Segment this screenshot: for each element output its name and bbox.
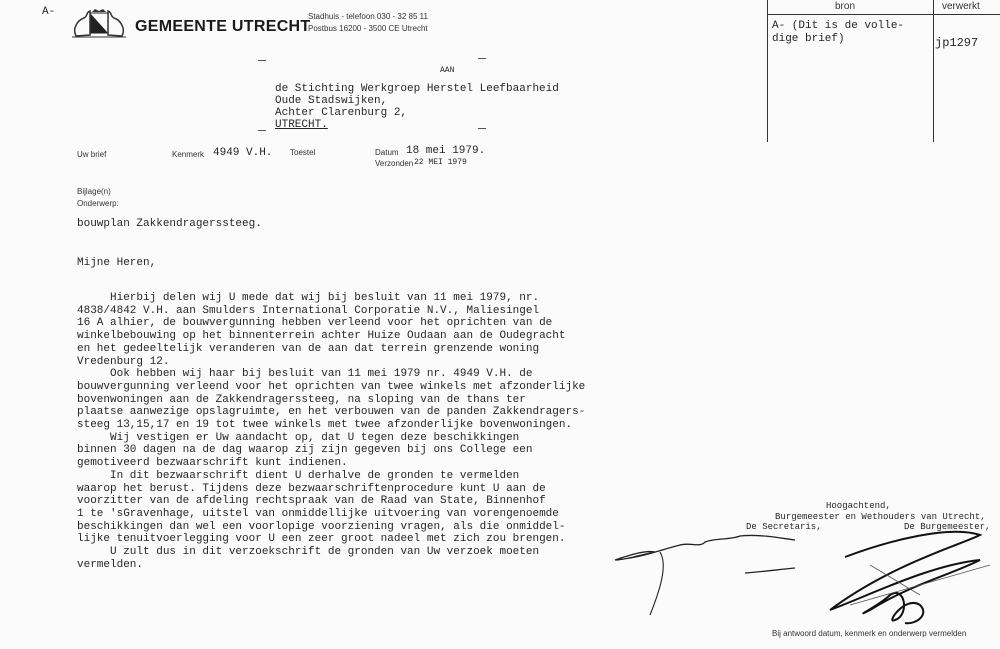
- body-line: bovenwoningen aan de Zakkendragerssteeg, na sloping van de thans ter: [77, 393, 526, 406]
- body-line: steeg 13,15,17 en 19 tot twee winkels met twee afzonderlijke bovenwoningen.: [77, 419, 573, 431]
- date-label: Datum: [375, 148, 399, 157]
- date-value: 18 mei 1979.: [406, 145, 486, 157]
- body-line: Ook hebben wij haar bij besluit van 11 mei 1979 nr. 4949 V.H. de: [77, 368, 533, 381]
- recipient-line: UTRECHT.: [275, 119, 328, 131]
- table-header-source: bron: [835, 1, 856, 12]
- recipient-label: AAN: [440, 66, 455, 75]
- letterhead-address-line: Postbus 16200 - 3500 CE Utrecht: [308, 24, 428, 33]
- utrecht-coat-of-arms-logo: [70, 8, 128, 38]
- subject: bouwplan Zakkendragerssteeg.: [77, 218, 262, 230]
- body-line: voorzitter van de afdeling rechtspraak van de Raad van State, Binnenhof: [77, 495, 546, 508]
- your-letter-label: Uw brief: [77, 150, 107, 159]
- salutation: Mijne Heren,: [77, 257, 157, 269]
- table-header-processed: verwerkt: [942, 1, 980, 12]
- signature-secretary: [610, 530, 810, 620]
- reference-label: Kenmerk: [172, 150, 205, 159]
- body-line: Hierbij delen wij U mede dat wij bij besluit van 11 mei 1979, nr.: [77, 292, 540, 304]
- closing-greeting: Hoogachtend,: [826, 501, 891, 511]
- body-line: beschikkingen dan wel een voorlopige voorziening vragen, als die onmiddel-: [77, 520, 566, 533]
- footer-note: Bij antwoord datum, kenmerk en onderwerp vermelden: [772, 629, 967, 638]
- secretary-title: De Secretaris,: [746, 522, 822, 532]
- attachments-label: Bijlage(n): [77, 187, 111, 196]
- body-line: lijke tenuitvoerlegging voor U een zeer groot nadeel met zich zou brengen.: [77, 533, 566, 546]
- table-cell-source: A- (Dit is de volle-: [772, 20, 905, 32]
- body-line: en het gedeeltelijk veranderen van de aan dat terrein grenzende woning: [77, 342, 540, 355]
- reference-value: 4949 V.H.: [213, 147, 273, 159]
- signature-mayor: [810, 525, 1000, 630]
- body-line: vermelden.: [77, 558, 144, 571]
- table-cell-processed: jp1297: [935, 36, 979, 50]
- body-line: Wij vestigen er Uw aandacht op, dat U tegen deze beschikkingen: [77, 431, 520, 444]
- subject-label: Onderwerp:: [77, 199, 119, 208]
- recipient-line: Oude Stadswijken,: [275, 95, 388, 107]
- body-line: Vredenburg 12.: [77, 355, 170, 368]
- mayor-title: De Burgemeester,: [904, 522, 991, 532]
- body-line: 1 te 'sGravenhage, uitstel van onmiddellijke uitvoering van vorengenoemde: [77, 507, 559, 520]
- table-cell-source: dige brief): [772, 33, 845, 45]
- extension-label: Toestel: [290, 148, 316, 157]
- body-line: plaatse aanwezige opslagruimte, en het verbouwen van de panden Zakkendragers-: [77, 406, 586, 419]
- closing-authority: Burgemeester en Wethouders van Utrecht,: [775, 512, 986, 522]
- recipient-line: de Stichting Werkgroep Herstel Leefbaarheid: [275, 83, 559, 95]
- body-line: winkelbebouwing op het binnenterrein achter Huize Oudaan aan de Oudegracht: [77, 330, 566, 343]
- body-line: U zult dus in dit verzoekschrift de gronden van Uw verzoek moeten: [77, 546, 540, 558]
- organization-name: GEMEENTE UTRECHT: [135, 18, 311, 35]
- sent-stamp: 22 MEI 1979: [414, 158, 467, 167]
- body-line: waarop het berust. Tijdens deze bezwaarschriftenprocedure kunt U aan de: [77, 482, 546, 495]
- recipient-line: Achter Clarenburg 2,: [275, 107, 408, 119]
- body-line: 16 A alhier, de bouwvergunning hebben verleend voor het oprichten van de: [77, 317, 553, 330]
- body-line: gemotiveerd bezwaarschrift kunt indienen.: [77, 457, 348, 470]
- body-line: 4838/4842 V.H. aan Smulders International Corporatie N.V., Maliesingel: [77, 304, 540, 317]
- body-line: binnen 30 dagen na de dag waarop zij zijn gegeven bij ons College een: [77, 444, 533, 457]
- margin-mark: A-: [42, 6, 56, 18]
- sent-label: Verzonden: [375, 159, 414, 168]
- body-line: bouwvergunning verleend voor het oprichten van twee winkels met afzonderlijke: [77, 380, 586, 393]
- letterhead-address-line: Stadhuis - telefoon 030 - 32 85 11: [308, 12, 428, 21]
- body-line: In dit bezwaarschrift dient U derhalve de gronden te vermelden: [77, 469, 520, 482]
